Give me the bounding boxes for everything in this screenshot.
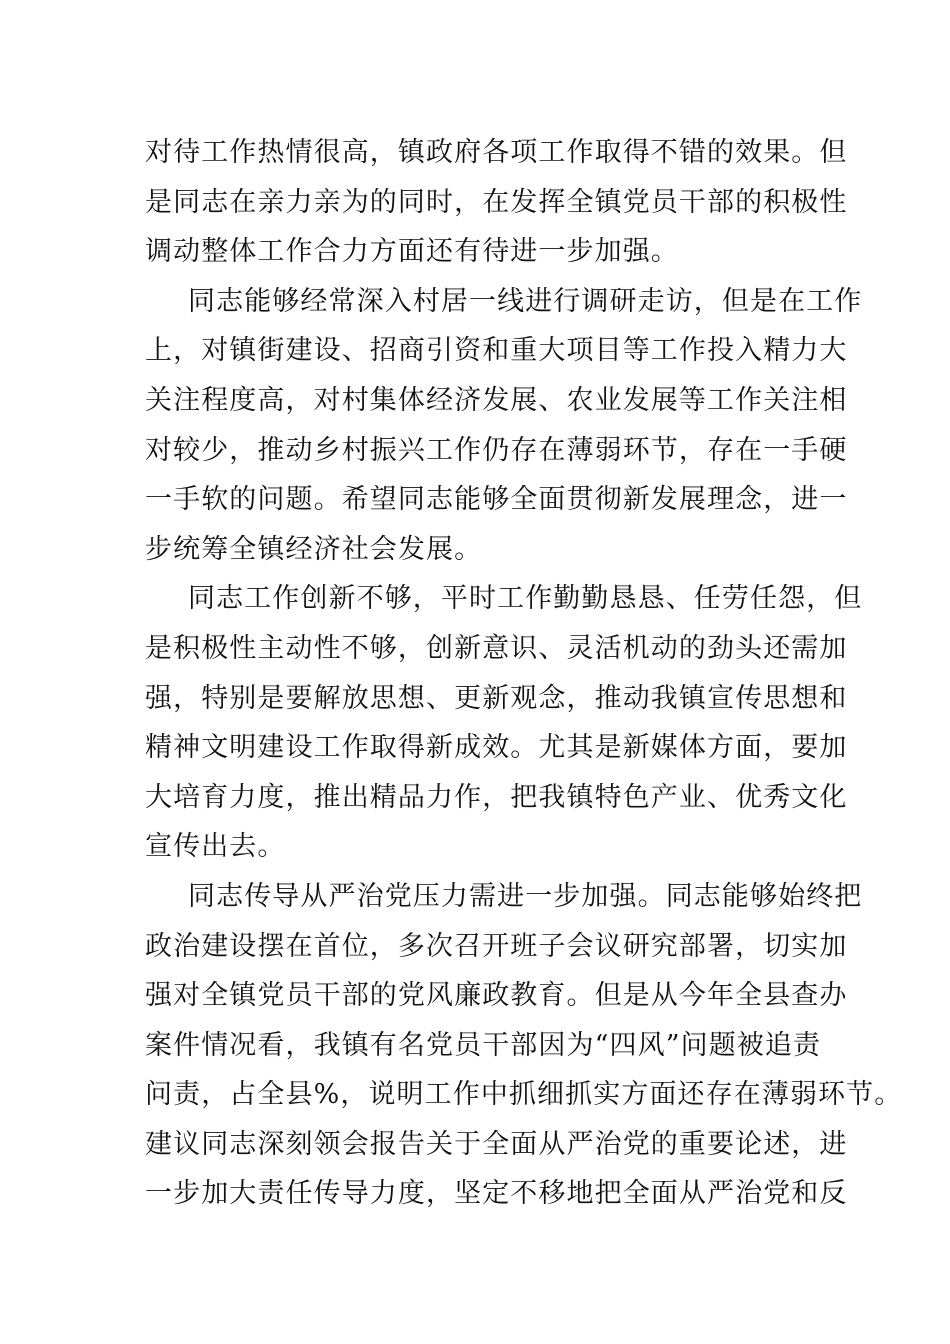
- text-line: 调动整体工作合力方面还有待进一步加强。: [145, 236, 679, 268]
- text-line: 强对全镇党员干部的党风廉政教育。但是从今年全县查办: [145, 980, 848, 1012]
- text-line: 政治建设摆在首位，多次召开班子会议研究部署，切实加: [145, 930, 848, 962]
- text-line: 步统筹全镇经济社会发展。: [145, 533, 483, 565]
- text-line: 一手软的问题。希望同志能够全面贯彻新发展理念，进一: [145, 484, 848, 516]
- text-line: 对待工作热情很高，镇政府各项工作取得不错的效果。但: [145, 137, 848, 168]
- text-line: 问责，占全县%，说明工作中抓细抓实方面还存在薄弱环节。: [145, 1079, 903, 1111]
- text-line: 强，特别是要解放思想、更新观念，推动我镇宣传思想和: [145, 682, 848, 714]
- text-line: 上，对镇街建设、招商引资和重大项目等工作投入精力大: [145, 335, 848, 367]
- text-line: 精神文明建设工作取得新成效。尤其是新媒体方面，要加: [145, 732, 848, 764]
- document-body: [145, 128, 903, 1219]
- text-line: 大培育力度，推出精品力作，把我镇特色产业、优秀文化: [145, 781, 848, 813]
- text-line: 建议同志深刻领会报告关于全面从严治党的重要论述，进: [145, 1128, 848, 1160]
- paragraph-start-line: 同志能够经常深入村居一线进行调研走访，但是在工作: [188, 285, 863, 317]
- paragraph-start-line: 同志传导从严治党压力需进一步加强。同志能够始终把: [188, 880, 863, 912]
- text-line: 对较少，推动乡村振兴工作仍存在薄弱环节，存在一手硬: [145, 434, 848, 466]
- text-line: 宣传出去。: [145, 831, 286, 863]
- text-line: 关注程度高，对村集体经济发展、农业发展等工作关注相: [145, 384, 848, 416]
- text-line: 案件情况看，我镇有名党员干部因为“四风”问题被追责: [145, 1029, 822, 1061]
- text-line: 是同志在亲力亲为的同时，在发挥全镇党员干部的积极性: [145, 186, 848, 218]
- text-line: 是积极性主动性不够，创新意识、灵活机动的劲头还需加: [145, 632, 848, 664]
- paragraph-start-line: 同志工作创新不够，平时工作勤勤恳恳、任劳任怨，但: [188, 583, 863, 615]
- text-line: 一步加大责任传导力度，坚定不移地把全面从严治党和反: [145, 1178, 848, 1210]
